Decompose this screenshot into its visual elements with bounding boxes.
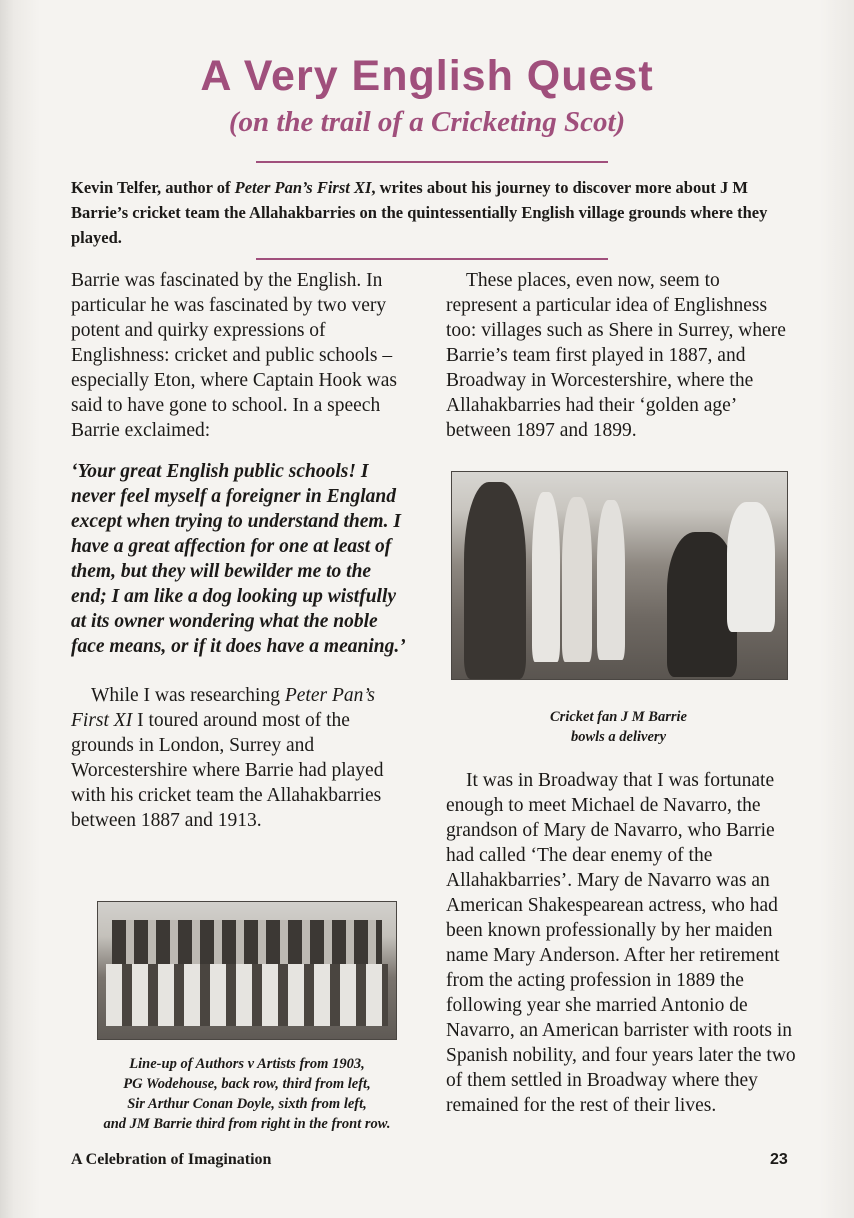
- publication-name: A Celebration of Imagination: [71, 1151, 272, 1168]
- paragraph-text-b: I toured around most of the grounds in London, Surrey and Worcestershire where Barrie had played with his cricket team the Allahakbarries between 1887 and 1913.: [71, 710, 384, 831]
- left-column: [71, 268, 411, 833]
- caption-line: Cricket fan J M Barrie: [550, 709, 687, 725]
- standfirst-text-b: , writes about his journey to discover more about J M Barrie’s cricket team the Allahakbarries on the quintessentially English village grounds where they played.: [71, 178, 768, 247]
- standfirst-text-a: Kevin Telfer, author of: [71, 178, 235, 197]
- barrie-quote: ‘Your great English public schools! I never feel myself a foreigner in England except when trying to understand them. I have a great affection for one at least of them, but they will bewilder me to the end; I am like a dog looking up wistfully at its owner wondering what the noble face means, or if it does have a meaning.’: [71, 461, 406, 657]
- photo-team-lineup: [97, 901, 397, 1040]
- body-paragraph: [71, 683, 411, 833]
- photo-figure: [532, 492, 560, 662]
- caption-line: PG Wodehouse, back row, third from left,: [123, 1076, 371, 1092]
- body-paragraph: It was in Broadway that I was fortunate enough to meet Michael de Navarro, the grandson of Mary de Navarro, who Barrie had called ‘The dear enemy of the Allahakbarries’. Mary de Navarro was an American Shakespearean actress, who had been known professionally by her maiden name Mary Anderson. After her retirement from the acting profession in 1889 the following year she married Antonio de Navarro, an American barrister with roots in Spanish nobility, and four years later the two of them settled in Broadway where they remained for the rest of their lives.: [446, 770, 796, 1116]
- right-column-continued: [446, 768, 796, 1118]
- right-column: [446, 268, 796, 443]
- photo-front-row: [106, 964, 388, 1026]
- divider-bottom: [256, 258, 608, 260]
- photo-barrie-bowling: [451, 471, 788, 680]
- caption-line: Sir Arthur Conan Doyle, sixth from left,: [127, 1096, 367, 1112]
- caption-line: Line-up of Authors v Artists from 1903,: [129, 1056, 365, 1072]
- standfirst-book-title: Peter Pan’s First XI: [234, 178, 372, 197]
- photo-figure: [597, 500, 625, 660]
- body-paragraph: Barrie was fascinated by the English. In particular he was fascinated by two very potent and quirky expressions of Englishness: cricket and public schools – especially Eton, where Captain Hook was said to have gone to school. In a speech Barrie exclaimed:: [71, 270, 397, 441]
- photo-figure: [727, 502, 775, 632]
- body-paragraph: These places, even now, seem to represent a particular idea of Englishness too: villages such as Shere in Surrey, where Barrie’s team first played in 1887, and Broadway in Worcestershire, where the Allahakbarries had their ‘golden age’ between 1897 and 1899.: [446, 270, 786, 441]
- divider-top: [256, 161, 608, 163]
- article-title: A Very English Quest: [200, 52, 654, 100]
- paragraph-book-title: Peter Pan’s First XI: [71, 685, 375, 731]
- photo-caption-cricket: [451, 707, 786, 747]
- article-subtitle: (on the trail of a Cricketing Scot): [228, 106, 626, 138]
- paragraph-text-a: While I was researching: [91, 685, 285, 706]
- photo-figure: [562, 497, 592, 662]
- photo-figure: [464, 482, 526, 679]
- caption-line: and JM Barrie third from right in the front row.: [103, 1116, 391, 1132]
- page-number: 23: [770, 1151, 788, 1168]
- photo-caption-team: [72, 1054, 422, 1134]
- article-standfirst: [71, 175, 791, 250]
- caption-line: bowls a delivery: [570, 729, 667, 745]
